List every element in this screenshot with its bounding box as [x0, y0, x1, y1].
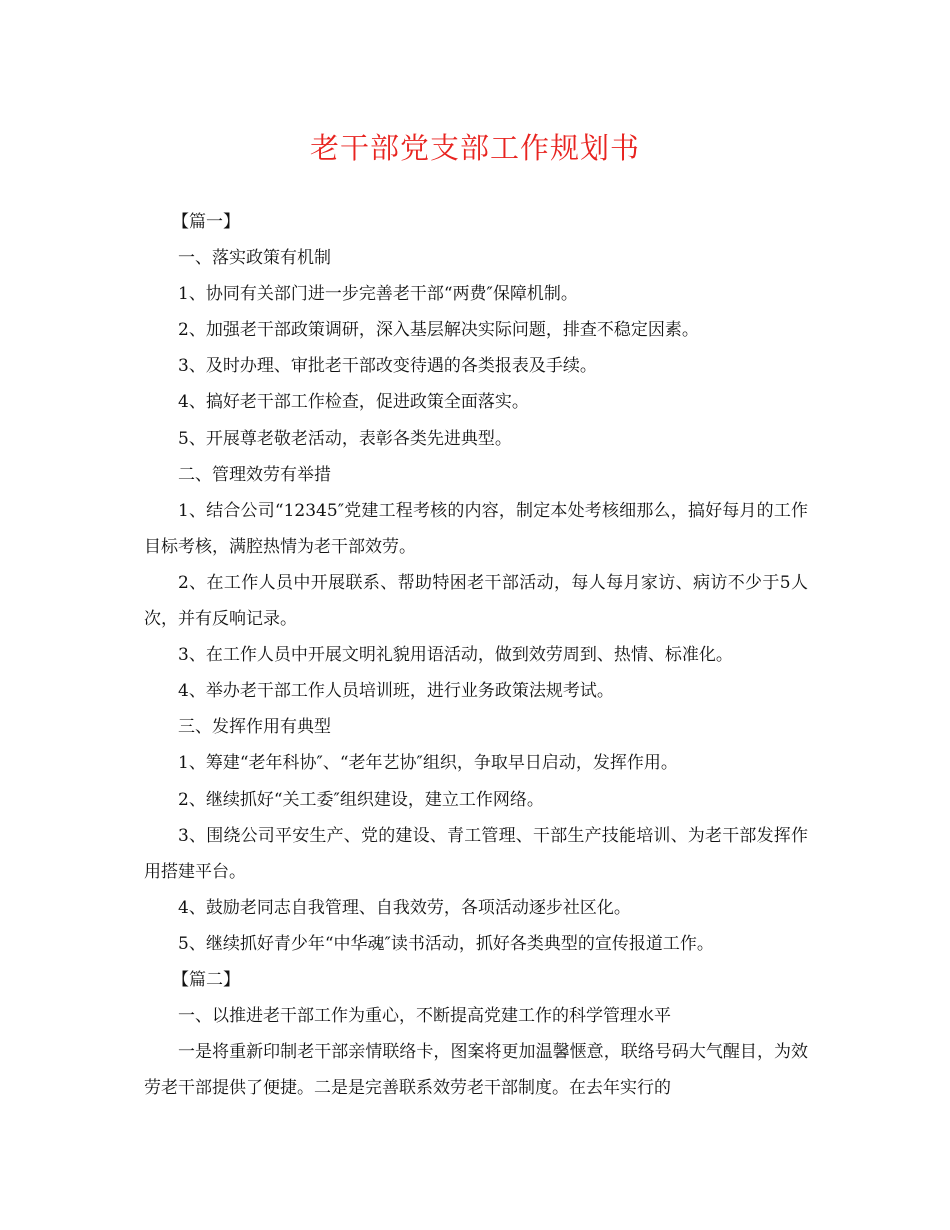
paragraph: 1、筹建“老年科协″、“老年艺协″组织，争取早日启动，发挥作用。	[178, 753, 678, 774]
paragraph: 4、鼓励老同志自我管理、自我效劳，各项活动逐步社区化。	[178, 897, 631, 918]
paragraph: 三、发挥作用有典型	[178, 717, 331, 738]
paragraph: 4、搞好老干部工作检查，促进政策全面落实。	[178, 392, 529, 413]
paragraph: 4、举办老干部工作人员培训班，进行业务政策法规考试。	[178, 681, 614, 702]
paragraph: 5、开展尊老敬老活动，表彰各类先进典型。	[178, 428, 512, 449]
document-title: 老干部党支部工作规划书	[309, 131, 640, 165]
paragraph: 一、以推进老干部工作为重心，不断提高党建工作的科学管理水平	[178, 1006, 671, 1027]
paragraph: 1、结合公司“12345″党建工程考核的内容，制定本处考核细那么，搞好每月的工作目标考核，满腔热情为老干部效劳。	[144, 500, 808, 557]
paragraph: 2、加强老干部政策调研，深入基层解决实际问题，排查不稳定因素。	[178, 320, 699, 341]
section-heading-part-2: 【篇二】	[172, 969, 241, 990]
paragraph: 3、及时办理、审批老干部改变待遇的各类报表及手续。	[178, 356, 597, 377]
paragraph: 一、落实政策有机制	[178, 248, 331, 269]
paragraph: 3、在工作人员中开展文明礼貌用语活动，做到效劳周到、热情、标准化。	[178, 645, 733, 666]
paragraph: 2、继续抓好“关工委″组织建设，建立工作网络。	[178, 789, 544, 810]
paragraph: 3、围绕公司平安生产、党的建设、青工管理、干部生产技能培训、为老干部发挥作用搭建平台。	[144, 825, 808, 882]
document-body	[144, 204, 808, 1106]
section-heading-part-1: 【篇一】	[172, 212, 241, 232]
paragraph: 二、管理效劳有举措	[178, 464, 331, 485]
paragraph: 一是将重新印制老干部亲情联络卡，图案将更加温馨惬意，联络号码大气醒目，为效劳老干部提供了便捷。二是是完善联系效劳老干部制度。在去年实行的	[144, 1042, 808, 1099]
paragraph: 5、继续抓好青少年“中华魂″读书活动，抓好各类典型的宣传报道工作。	[178, 933, 714, 954]
paragraph: 2、在工作人员中开展联系、帮助特困老干部活动，每人每月家访、病访不少于5人次，并有反响记录。	[144, 572, 808, 630]
paragraph: 1、协同有关部门进一步完善老干部“两费″保障机制。	[178, 284, 578, 305]
